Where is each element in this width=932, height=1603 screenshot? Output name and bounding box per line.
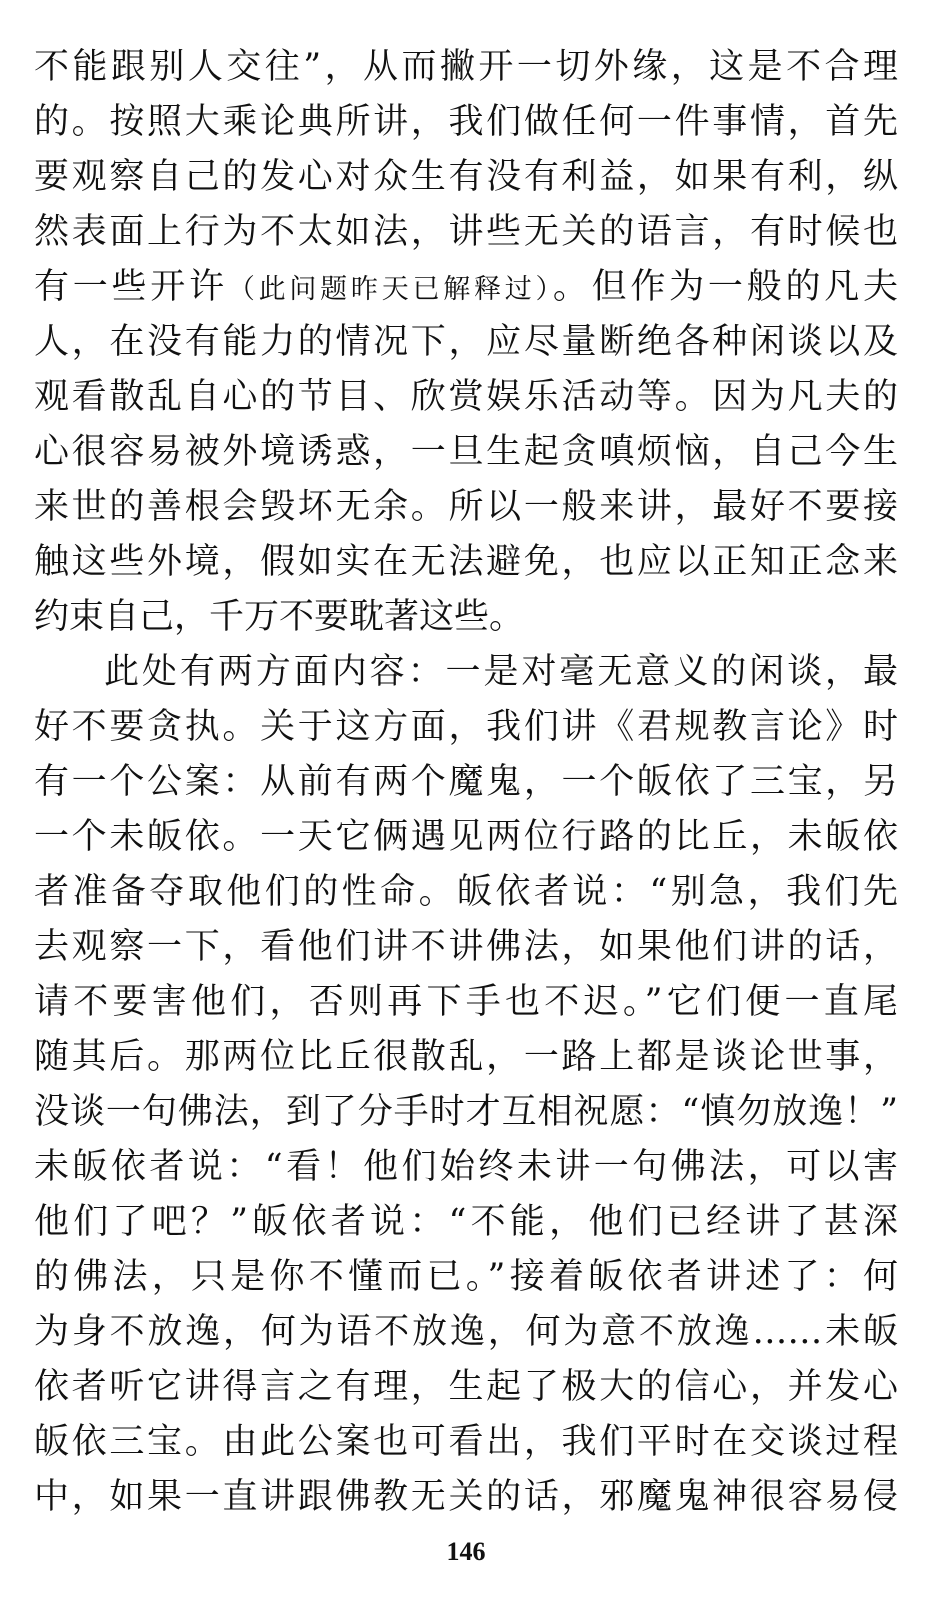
text-line: 皈依三宝。由此公案也可看出，我们平时在交谈过程 bbox=[34, 1422, 898, 1462]
text-line: 有一个公案：从前有两个魔鬼，一个皈依了三宝，另 bbox=[34, 762, 898, 802]
text-line: 人，在没有能力的情况下，应尽量断绝各种闲谈以及 bbox=[34, 322, 898, 362]
page-number: 146 bbox=[446, 1537, 486, 1566]
text-line: 好不要贪执。关于这方面，我们讲《君规教言论》时 bbox=[34, 707, 898, 747]
text-line: 然表面上行为不太如法，讲些无关的语言，有时候也 bbox=[34, 212, 898, 252]
text-line: 约束自己，千万不要耽著这些。 bbox=[34, 597, 525, 637]
text-line: 不能跟别人交往”，从而撇开一切外缘，这是不合理 bbox=[34, 47, 898, 87]
text-line: 要观察自己的发心对众生有没有利益，如果有利，纵 bbox=[34, 157, 898, 197]
text-line: 的。按照大乘论典所讲，我们做任何一件事情，首先 bbox=[34, 102, 898, 142]
text-line: 他们了吧？”皈依者说：“不能，他们已经讲了甚深 bbox=[34, 1202, 898, 1242]
text-line: 者准备夺取他们的性命。皈依者说：“别急，我们先 bbox=[34, 872, 898, 912]
text-line: 触这些外境，假如实在无法避免，也应以正知正念来 bbox=[34, 542, 898, 582]
text-line: 请不要害他们，否则再下手也不迟。”它们便一直尾 bbox=[34, 982, 898, 1022]
text-line: 随其后。那两位比丘很散乱，一路上都是谈论世事， bbox=[34, 1037, 898, 1077]
text-line-with-note bbox=[34, 260, 898, 315]
text-line: 的佛法，只是你不懂而已。”接着皈依者讲述了：何 bbox=[34, 1257, 898, 1297]
text-line: 去观察一下，看他们讲不讲佛法，如果他们讲的话， bbox=[34, 927, 898, 967]
text-line: 来世的善根会毁坏无余。所以一般来讲，最好不要接 bbox=[34, 487, 898, 527]
text-fragment: 。但作为一般的凡夫 bbox=[552, 267, 898, 307]
text-line: 心很容易被外境诱惑，一旦生起贪嗔烦恼，自己今生 bbox=[34, 432, 898, 472]
text-line: 没谈一句佛法，到了分手时才互相祝愿：“慎勿放逸！” bbox=[34, 1092, 898, 1132]
text-line: 未皈依者说：“看！他们始终未讲一句佛法，可以害 bbox=[34, 1147, 898, 1187]
text-line: 观看散乱自心的节目、欣赏娱乐活动等。因为凡夫的 bbox=[34, 377, 898, 417]
text-line: 为身不放逸，何为语不放逸，何为意不放逸……未皈 bbox=[34, 1312, 898, 1352]
text-line: 中，如果一直讲跟佛教无关的话，邪魔鬼神很容易侵 bbox=[34, 1477, 898, 1517]
text-line: 依者听它讲得言之有理，生起了极大的信心，并发心 bbox=[34, 1367, 898, 1407]
text-line: 一个未皈依。一天它俩遇见两位行路的比丘，未皈依 bbox=[34, 817, 898, 857]
text-line: 此处有两方面内容：一是对毫无意义的闲谈，最 bbox=[104, 652, 898, 692]
text-fragment: 有一些开许 bbox=[34, 267, 228, 307]
parenthetical-note: （此问题昨天已解释过） bbox=[227, 274, 553, 305]
